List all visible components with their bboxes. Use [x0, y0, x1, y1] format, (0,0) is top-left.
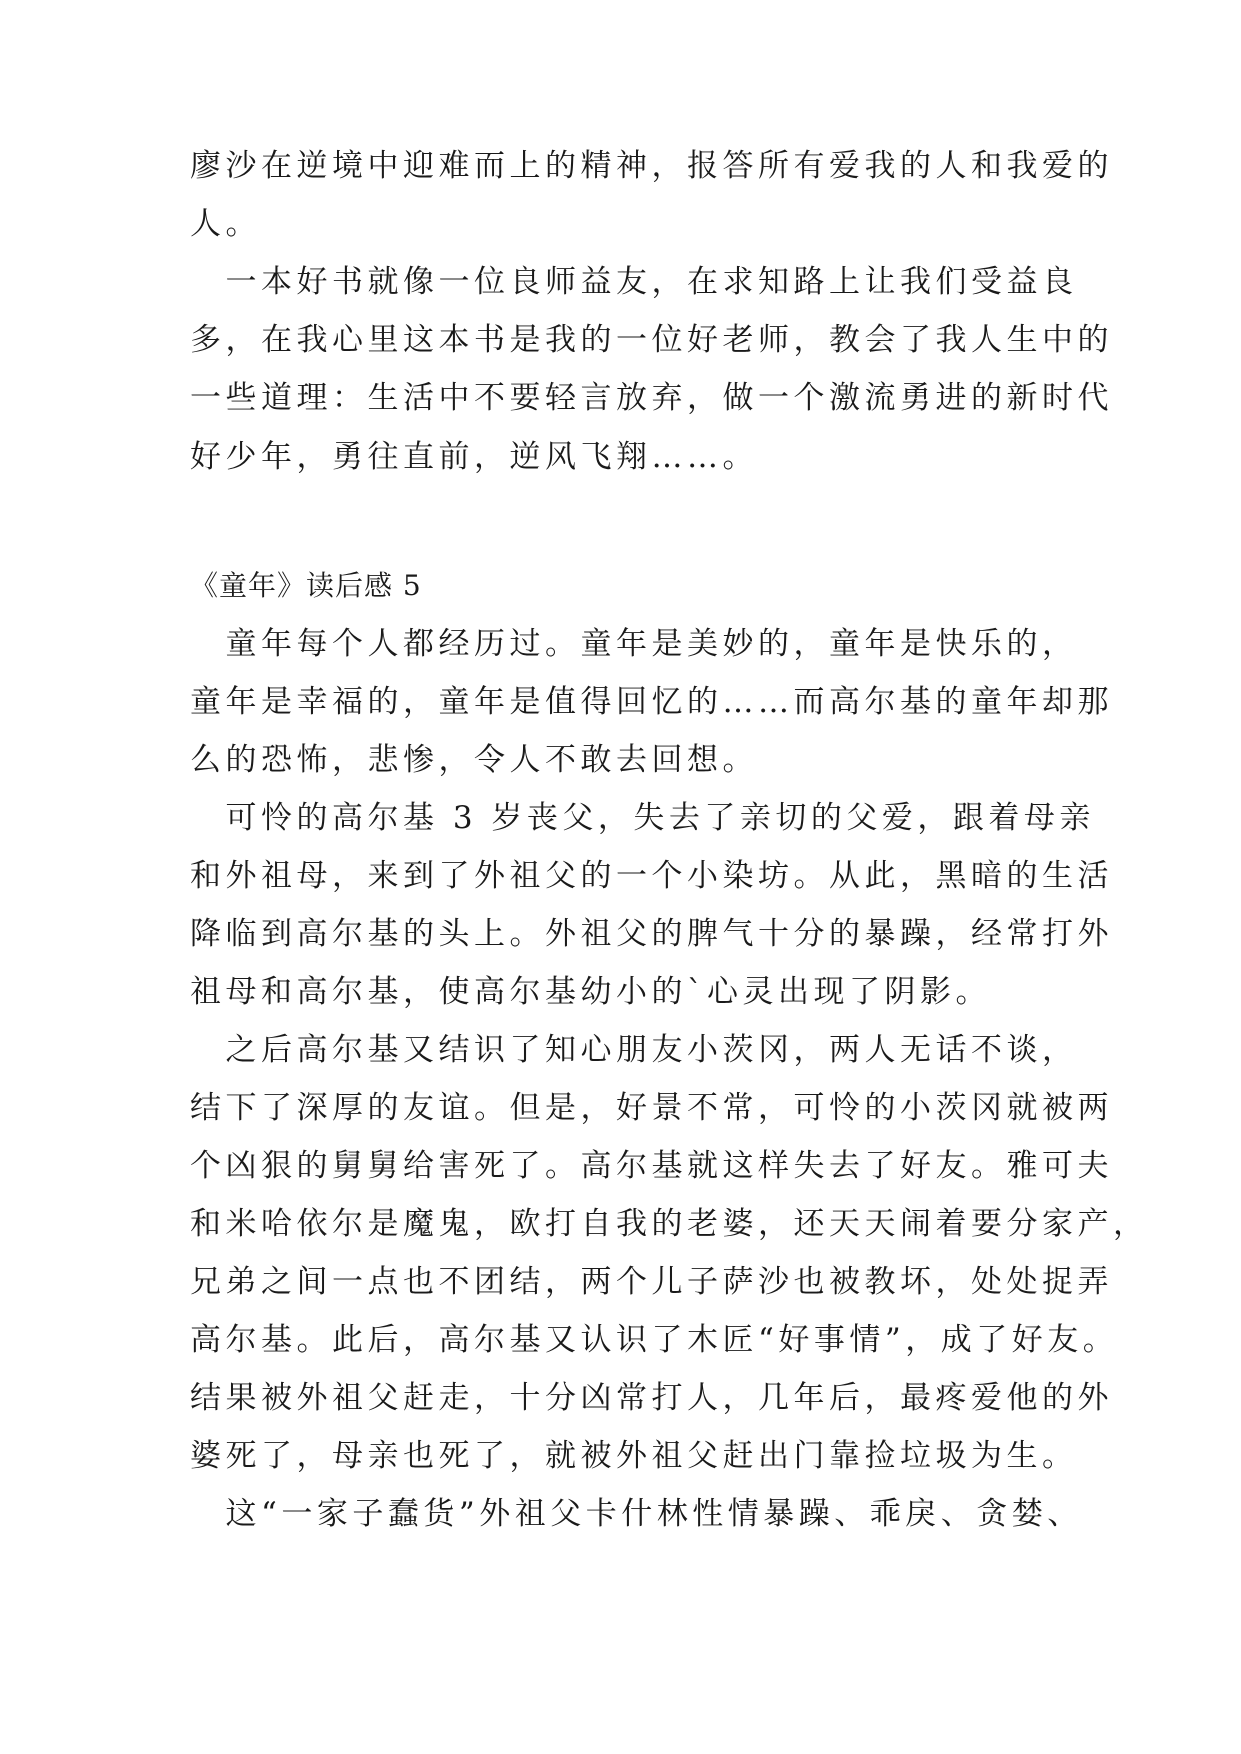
- text-line: 兄弟之间一点也不团结，两个儿子萨沙也被教坏，处处捉弄: [190, 1264, 1113, 1300]
- text-line: 和米哈依尔是魔鬼，欧打自我的老婆，还天天闹着要分家产，: [190, 1206, 1149, 1242]
- text-line: 童年是幸福的，童年是值得回忆的……而高尔基的童年却那: [190, 684, 1113, 720]
- text-line: 童年每个人都经历过。童年是美妙的，童年是快乐的，: [190, 626, 1078, 662]
- text-line: 之后高尔基又结识了知心朋友小茨冈，两人无话不谈，: [190, 1032, 1078, 1068]
- text-line: 一些道理：生活中不要轻言放弃，做一个激流勇进的新时代: [190, 380, 1113, 416]
- section-heading: 《童年》读后感 5: [190, 569, 422, 602]
- text-line: 人。: [190, 206, 261, 242]
- text-line: 婆死了，母亲也死了，就被外祖父赶出门靠捡垃圾为生。: [190, 1438, 1078, 1474]
- text-line: 结下了深厚的友谊。但是，好景不常，可怜的小茨冈就被两: [190, 1090, 1113, 1126]
- text-line: 多，在我心里这本书是我的一位好老师，教会了我人生中的: [190, 322, 1113, 358]
- text-line: 廖沙在逆境中迎难而上的精神，报答所有爱我的人和我爱的: [190, 148, 1113, 184]
- text-line: 可怜的高尔基 3 岁丧父，失去了亲切的父爱，跟着母亲: [190, 800, 1095, 836]
- text-line: 结果被外祖父赶走，十分凶常打人，几年后，最疼爱他的外: [190, 1380, 1113, 1416]
- text-line: 么的恐怖，悲惨，令人不敢去回想。: [190, 742, 758, 778]
- text-line: 和外祖母，来到了外祖父的一个小染坊。从此，黑暗的生活: [190, 858, 1113, 894]
- text-line: 个凶狠的舅舅给害死了。高尔基就这样失去了好友。雅可夫: [190, 1148, 1113, 1184]
- text-line: 高尔基。此后，高尔基又认识了木匠“好事情”，成了好友。: [190, 1322, 1119, 1358]
- text-line: 祖母和高尔基，使高尔基幼小的`心灵出现了阴影。: [190, 974, 991, 1010]
- text-line: 一本好书就像一位良师益友，在求知路上让我们受益良: [190, 264, 1078, 300]
- text-line: 降临到高尔基的头上。外祖父的脾气十分的暴躁，经常打外: [190, 916, 1113, 952]
- text-line: 这“一家子蠢货”外祖父卡什林性情暴躁、乖戾、贪婪、: [190, 1496, 1083, 1532]
- text-line: 好少年，勇往直前，逆风飞翔……。: [190, 439, 758, 475]
